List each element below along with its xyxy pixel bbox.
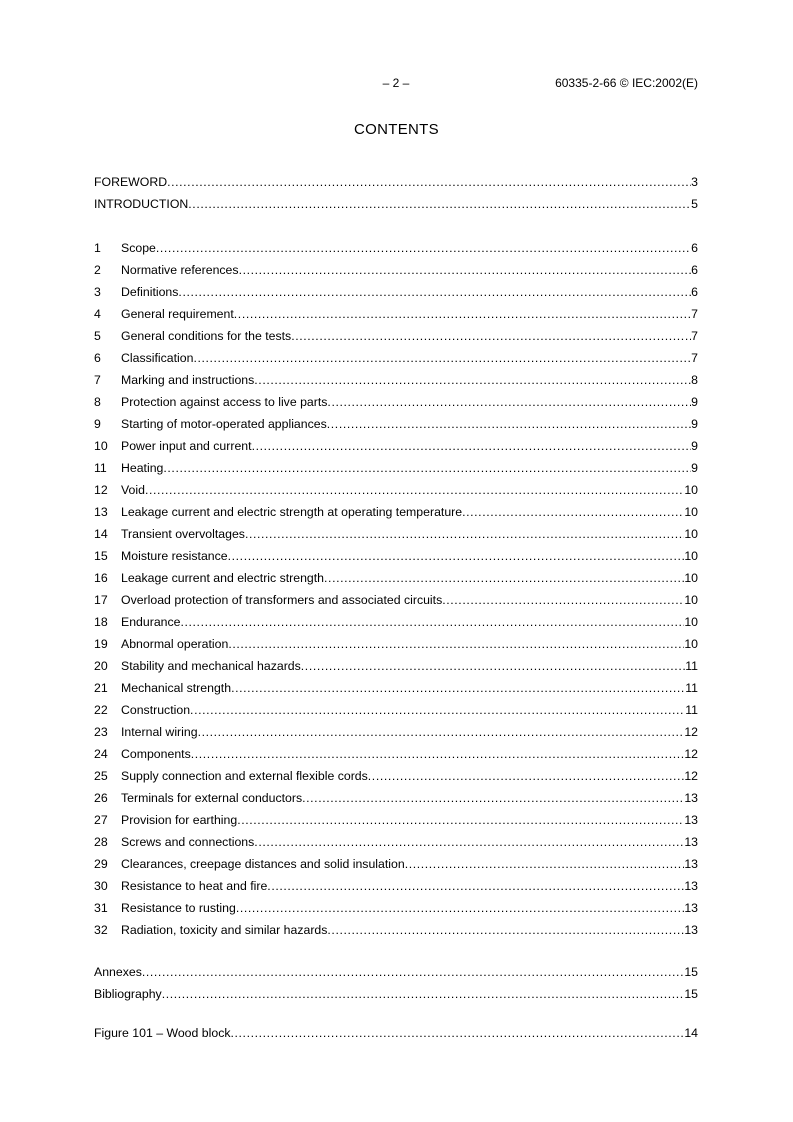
toc-back-matter: [94, 961, 698, 1005]
toc-entry-number: 32: [94, 923, 108, 937]
toc-entry-title: Power input and current: [121, 439, 252, 453]
toc-leader-dots: [368, 765, 685, 787]
toc-entry[interactable]: [94, 983, 698, 1005]
toc-leader-dots: [231, 1022, 685, 1044]
toc-figures: [94, 1022, 698, 1044]
toc-entry-title: Resistance to heat and fire: [121, 879, 268, 893]
toc-entry-number: 16: [94, 571, 108, 585]
toc-entry-number: 28: [94, 835, 108, 849]
toc-entry-title: Transient overvoltages: [121, 527, 245, 541]
toc-entry[interactable]: [94, 699, 698, 721]
toc-entry-number: 21: [94, 681, 108, 695]
toc-entry[interactable]: [94, 589, 698, 611]
toc-entry-number: 18: [94, 615, 108, 629]
toc-entry[interactable]: [94, 259, 698, 281]
toc-entry-title: Screws and connections: [121, 835, 255, 849]
toc-entry-number: 13: [94, 505, 108, 519]
toc-entry-number: 20: [94, 659, 108, 673]
toc-entry[interactable]: [94, 347, 698, 369]
toc-entry-title: Void: [121, 483, 145, 497]
toc-entry-number: 27: [94, 813, 108, 827]
toc-entry-title: INTRODUCTION: [94, 197, 189, 211]
toc-entry[interactable]: [94, 369, 698, 391]
toc-entry-number: 12: [94, 483, 108, 497]
toc-entry-page: 10: [684, 593, 698, 607]
toc-leader-dots: [156, 237, 691, 259]
toc-entry-title: Endurance: [121, 615, 181, 629]
toc-leader-dots: [462, 501, 684, 523]
toc-entry-number: 5: [94, 329, 101, 343]
header-page-number: – 2 –: [382, 76, 410, 90]
toc-entry[interactable]: [94, 633, 698, 655]
toc-leader-dots: [254, 369, 691, 391]
toc-entry-page: 5: [691, 197, 698, 211]
page-title: CONTENTS: [354, 121, 439, 138]
toc-leader-dots: [291, 325, 691, 347]
toc-entry[interactable]: [94, 721, 698, 743]
toc-leader-dots: [178, 281, 691, 303]
toc-entry-title: Moisture resistance: [121, 549, 228, 563]
toc-entry-page: 15: [684, 965, 698, 979]
toc-leader-dots: [302, 787, 684, 809]
toc-entry[interactable]: [94, 611, 698, 633]
toc-entry[interactable]: [94, 281, 698, 303]
toc-entry-page: 7: [691, 351, 698, 365]
toc-entry[interactable]: [94, 457, 698, 479]
toc-entry-page: 14: [684, 1026, 698, 1040]
toc-entry-page: 12: [684, 747, 698, 761]
toc-entry-title: Leakage current and electric strength: [121, 571, 325, 585]
toc-entry[interactable]: [94, 413, 698, 435]
toc-entry-number: 23: [94, 725, 108, 739]
toc-entry[interactable]: [94, 567, 698, 589]
toc-entry-title: Provision for earthing: [121, 813, 238, 827]
toc-entry-title: Terminals for external conductors: [121, 791, 303, 805]
toc-entry-number: 4: [94, 307, 101, 321]
toc-entry[interactable]: [94, 853, 698, 875]
toc-leader-dots: [442, 589, 684, 611]
toc-entry[interactable]: [94, 193, 698, 215]
toc-leader-dots: [236, 897, 684, 919]
toc-leader-dots: [245, 523, 684, 545]
toc-leader-dots: [228, 633, 684, 655]
toc-leader-dots: [234, 303, 691, 325]
toc-entry-number: 14: [94, 527, 108, 541]
toc-entry-page: 12: [684, 725, 698, 739]
toc-leader-dots: [254, 831, 684, 853]
toc-entry[interactable]: [94, 809, 698, 831]
toc-entry[interactable]: [94, 501, 698, 523]
toc-entry-page: 11: [685, 659, 698, 673]
toc-entry[interactable]: [94, 391, 698, 413]
toc-entry[interactable]: [94, 479, 698, 501]
toc-entry-title: Abnormal operation: [121, 637, 229, 651]
toc-entry-number: 8: [94, 395, 101, 409]
toc-entry[interactable]: [94, 171, 698, 193]
toc-entry-page: 10: [684, 615, 698, 629]
toc-entry-title: Classification: [121, 351, 194, 365]
toc-entry-page: 9: [691, 395, 698, 409]
toc-entry[interactable]: [94, 897, 698, 919]
toc-entry[interactable]: [94, 325, 698, 347]
toc-entry-page: 13: [684, 923, 698, 937]
toc-entry-number: 25: [94, 769, 108, 783]
toc-entry[interactable]: [94, 743, 698, 765]
toc-leader-dots: [267, 875, 684, 897]
toc-leader-dots: [228, 545, 685, 567]
header-standard-reference: 60335-2-66 © IEC:2002(E): [555, 76, 698, 90]
toc-leader-dots: [327, 391, 691, 413]
toc-front-matter: [94, 171, 698, 215]
toc-entry-page: 7: [691, 329, 698, 343]
toc-entry-page: 13: [684, 879, 698, 893]
toc-entry-page: 10: [684, 483, 698, 497]
toc-entry-title: Stability and mechanical hazards: [121, 659, 301, 673]
toc-entry-number: 11: [94, 461, 107, 475]
toc-entry-page: 3: [691, 175, 698, 189]
toc-entry-title: Definitions: [121, 285, 179, 299]
toc-entry-title: Components: [121, 747, 191, 761]
toc-entry-number: 9: [94, 417, 101, 431]
toc-entry-title: Resistance to rusting: [121, 901, 236, 915]
toc-entry-page: 10: [684, 571, 698, 585]
toc-entry-page: 13: [684, 901, 698, 915]
toc-leader-dots: [239, 259, 692, 281]
toc-entry-title: Internal wiring: [121, 725, 198, 739]
toc-entry-title: Starting of motor-operated appliances: [121, 417, 327, 431]
toc-leader-dots: [327, 919, 684, 941]
toc-entry-page: 15: [684, 987, 698, 1001]
toc-leader-dots: [252, 435, 692, 457]
toc-entry-page: 10: [684, 527, 698, 541]
toc-entry-page: 8: [691, 373, 698, 387]
toc-leader-dots: [231, 677, 685, 699]
toc-leader-dots: [237, 809, 684, 831]
toc-entry[interactable]: [94, 961, 698, 983]
toc-entry-title: Normative references: [121, 263, 239, 277]
toc-entry-number: 19: [94, 637, 108, 651]
toc-entry-page: 6: [691, 285, 698, 299]
toc-leader-dots: [163, 457, 691, 479]
toc-entry-title: Protection against access to live parts: [121, 395, 328, 409]
toc-entry[interactable]: [94, 523, 698, 545]
toc-leader-dots: [327, 413, 691, 435]
toc-entry-title: Overload protection of transformers and associated circuits: [121, 593, 443, 607]
toc-entry-title: Mechanical strength: [121, 681, 232, 695]
toc-entry-number: 29: [94, 857, 108, 871]
toc-entry-page: 13: [684, 791, 698, 805]
toc-entry-title: Bibliography: [94, 987, 162, 1001]
toc-entry-number: 15: [94, 549, 108, 563]
toc-entry-title: Scope: [121, 241, 156, 255]
toc-entry[interactable]: [94, 435, 698, 457]
toc-entry-page: 9: [691, 461, 698, 475]
toc-entry[interactable]: [94, 787, 698, 809]
toc-leader-dots: [301, 655, 685, 677]
toc-entry-title: Annexes: [94, 965, 142, 979]
toc-entry[interactable]: [94, 303, 698, 325]
toc-entry-number: 1: [94, 241, 101, 255]
toc-entry[interactable]: [94, 1022, 698, 1044]
toc-entry-number: 2: [94, 263, 101, 277]
toc-entry-page: 9: [691, 417, 698, 431]
toc-entry-page: 6: [691, 263, 698, 277]
toc-leader-dots: [405, 853, 685, 875]
toc-entry-page: 11: [685, 681, 698, 695]
toc-entry-number: 26: [94, 791, 108, 805]
toc-entry[interactable]: [94, 237, 698, 259]
toc-entry-title: Figure 101 – Wood block: [94, 1026, 231, 1040]
toc-leader-dots: [191, 743, 685, 765]
toc-entry-number: 7: [94, 373, 101, 387]
toc-entry-number: 17: [94, 593, 108, 607]
toc-leader-dots: [324, 567, 684, 589]
toc-entry[interactable]: [94, 831, 698, 853]
toc-leader-dots: [145, 479, 684, 501]
toc-entry-title: General requirement: [121, 307, 234, 321]
toc-entry-title: General conditions for the tests: [121, 329, 292, 343]
toc-entry-page: 6: [691, 241, 698, 255]
toc-entry-page: 13: [684, 857, 698, 871]
toc-entry-number: 6: [94, 351, 101, 365]
toc-entry-number: 22: [94, 703, 108, 717]
toc-entry-title: FOREWORD: [94, 175, 168, 189]
toc-entry-number: 3: [94, 285, 101, 299]
toc-entry-page: 13: [684, 813, 698, 827]
toc-entry[interactable]: [94, 875, 698, 897]
toc-leader-dots: [188, 193, 691, 215]
toc-leader-dots: [180, 611, 684, 633]
toc-entry-number: 10: [94, 439, 108, 453]
toc-entry-title: Marking and instructions: [121, 373, 255, 387]
toc-entry-page: 7: [691, 307, 698, 321]
toc-leader-dots: [193, 347, 691, 369]
toc-entry-page: 10: [684, 637, 698, 651]
toc-entry-title: Leakage current and electric strength at operating temperature: [121, 505, 463, 519]
toc-entry-number: 31: [94, 901, 108, 915]
toc-entry-page: 13: [684, 835, 698, 849]
toc-entry-title: Construction: [121, 703, 191, 717]
toc-entry[interactable]: [94, 677, 698, 699]
toc-entry-number: 24: [94, 747, 108, 761]
toc-clauses: [94, 237, 698, 941]
toc-entry-number: 30: [94, 879, 108, 893]
toc-entry[interactable]: [94, 765, 698, 787]
toc-entry-title: Radiation, toxicity and similar hazards: [121, 923, 328, 937]
toc-entry[interactable]: [94, 919, 698, 941]
toc-entry-page: 9: [691, 439, 698, 453]
toc-entry[interactable]: [94, 545, 698, 567]
toc-entry[interactable]: [94, 655, 698, 677]
toc-entry-page: 10: [684, 505, 698, 519]
toc-entry-page: 10: [684, 549, 698, 563]
toc-entry-page: 12: [684, 769, 698, 783]
toc-leader-dots: [167, 171, 691, 193]
toc-entry-title: Supply connection and external flexible cords: [121, 769, 368, 783]
toc-entry-title: Heating: [121, 461, 164, 475]
toc-leader-dots: [190, 699, 685, 721]
toc-entry-title: Clearances, creepage distances and solid insulation: [121, 857, 405, 871]
toc-leader-dots: [162, 983, 685, 1005]
toc-leader-dots: [142, 961, 684, 983]
toc-leader-dots: [198, 721, 685, 743]
toc-entry-page: 11: [685, 703, 698, 717]
